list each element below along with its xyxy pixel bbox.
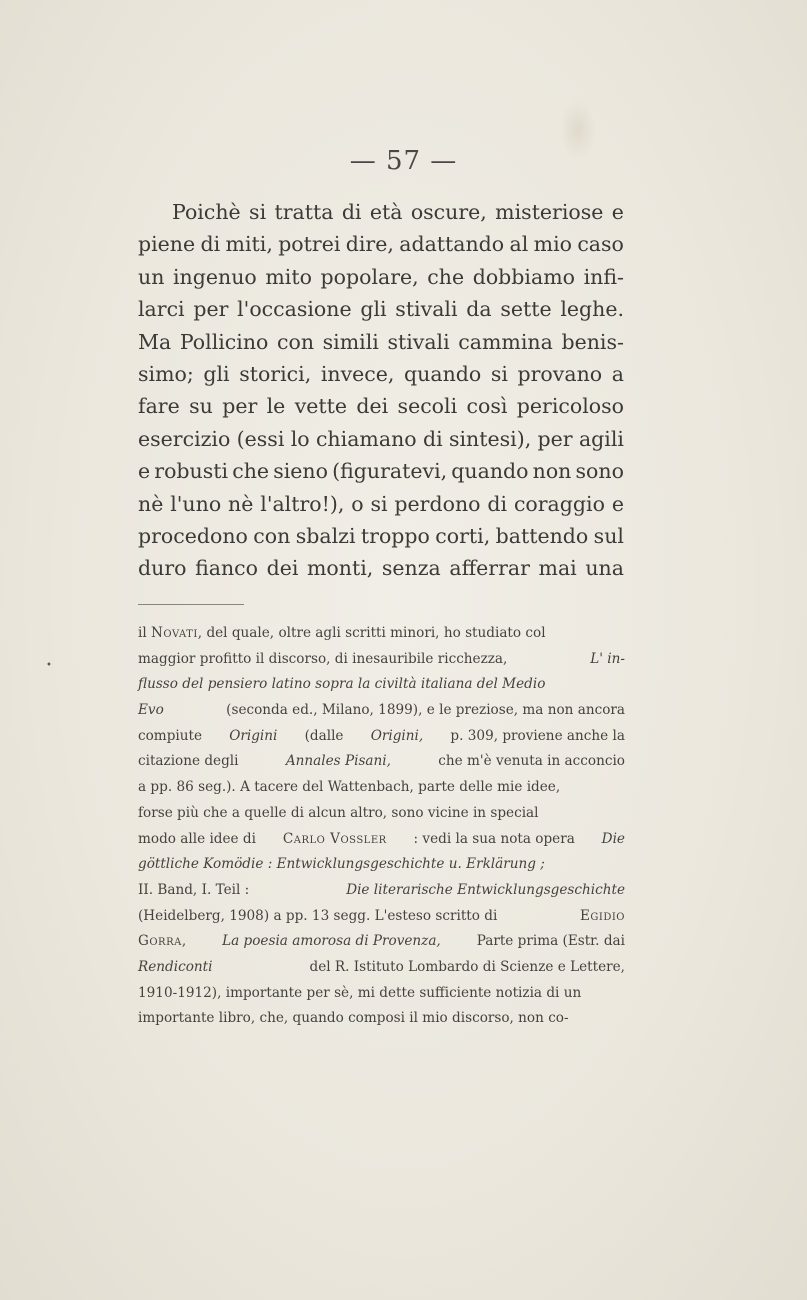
footnote-line: Gorra, La poesia amorosa di Provenza, Parte prima (Estr. dai [138, 933, 625, 950]
footnote-line: 1910-1912), importante per sè, mi dette sufficiente notizia di un [138, 984, 582, 1001]
footnote-line: forse più che a quelle di alcun altro, sono vicine in special [138, 804, 539, 821]
footnote-line: Rendiconti del R. Istituto Lombardo di Scienze e Lettere, [138, 958, 625, 975]
footnote-line: maggior profitto il discorso, di inesauribile ricchezza, L' in- [138, 650, 625, 667]
text-line: fare su per le vette dei secoli così pericoloso [138, 394, 624, 419]
footnote-line: flusso del pensiero latino sopra la civiltà italiana del Medio [138, 676, 546, 693]
text-line: piene di miti, potrei dire, adattando al mio caso [138, 232, 624, 257]
footnote-line: (Heidelberg, 1908) a pp. 13 segg. L'esteso scritto di Egidio [138, 904, 625, 930]
footnote-line: II. Band, I. Teil : Die literarische Entwicklungsgeschichte [138, 881, 625, 898]
text-line: un ingenuo mito popolare, che dobbiamo infi- [138, 264, 624, 289]
main-text [138, 196, 624, 585]
text-line: e robusti che sieno (figuratevi, quando non sono [138, 459, 624, 484]
text-line: larci per l'occasione gli stivali da sette leghe. [138, 297, 624, 322]
footnote-line: il Novati, del quale, oltre agli scritti minori, ho studiato col [138, 625, 546, 641]
footnote-line: a pp. 86 seg.). A tacere del Wattenbach, parte delle mie idee, [138, 779, 561, 796]
text-line: duro fianco dei monti, senza afferrar mai una [138, 556, 624, 581]
footnote-line: citazione degli Annales Pisani, che m'è venuta in acconcio [138, 753, 625, 770]
text-line: Ma Pollicino con simili stivali cammina benis- [138, 329, 624, 354]
author-name: Gorra [138, 933, 182, 950]
footnote-line: Evo (seconda ed., Milano, 1899), e le preziose, ma non ancora [138, 702, 625, 719]
author-name: Novati [151, 625, 198, 641]
footnote-separator [138, 604, 244, 605]
text-line: procedono con sbalzi troppo corti, battendo sul [138, 523, 624, 548]
text-line: Poichè si tratta di età oscure, misteriose e [172, 200, 624, 224]
footnote-line: compiute Origini (dalle Origini, p. 309, proviene anche la [138, 727, 625, 744]
footnote-line: modo alle idee di Carlo Vossler : vedi la sua nota opera Die [138, 827, 625, 853]
margin-dot: • [46, 660, 52, 671]
footnote-line: importante libro, che, quando composi il mio discorso, non co- [138, 1010, 569, 1027]
author-name: Egidio [579, 907, 625, 924]
footnote [138, 621, 625, 1032]
text-line: esercizio (essi lo chiamano di sintesi), per agili [138, 426, 624, 451]
footnote-line: göttliche Komödie : Entwicklungsgeschichte u. Erklärung ; [138, 856, 545, 873]
text-line: simo; gli storici, invece, quando si provano a [138, 361, 624, 386]
page-number: — 57 — [349, 146, 458, 176]
author-name: Carlo Vossler [282, 830, 387, 847]
text-line: nè l'uno nè l'altro!), o si perdono di coraggio e [138, 491, 624, 516]
